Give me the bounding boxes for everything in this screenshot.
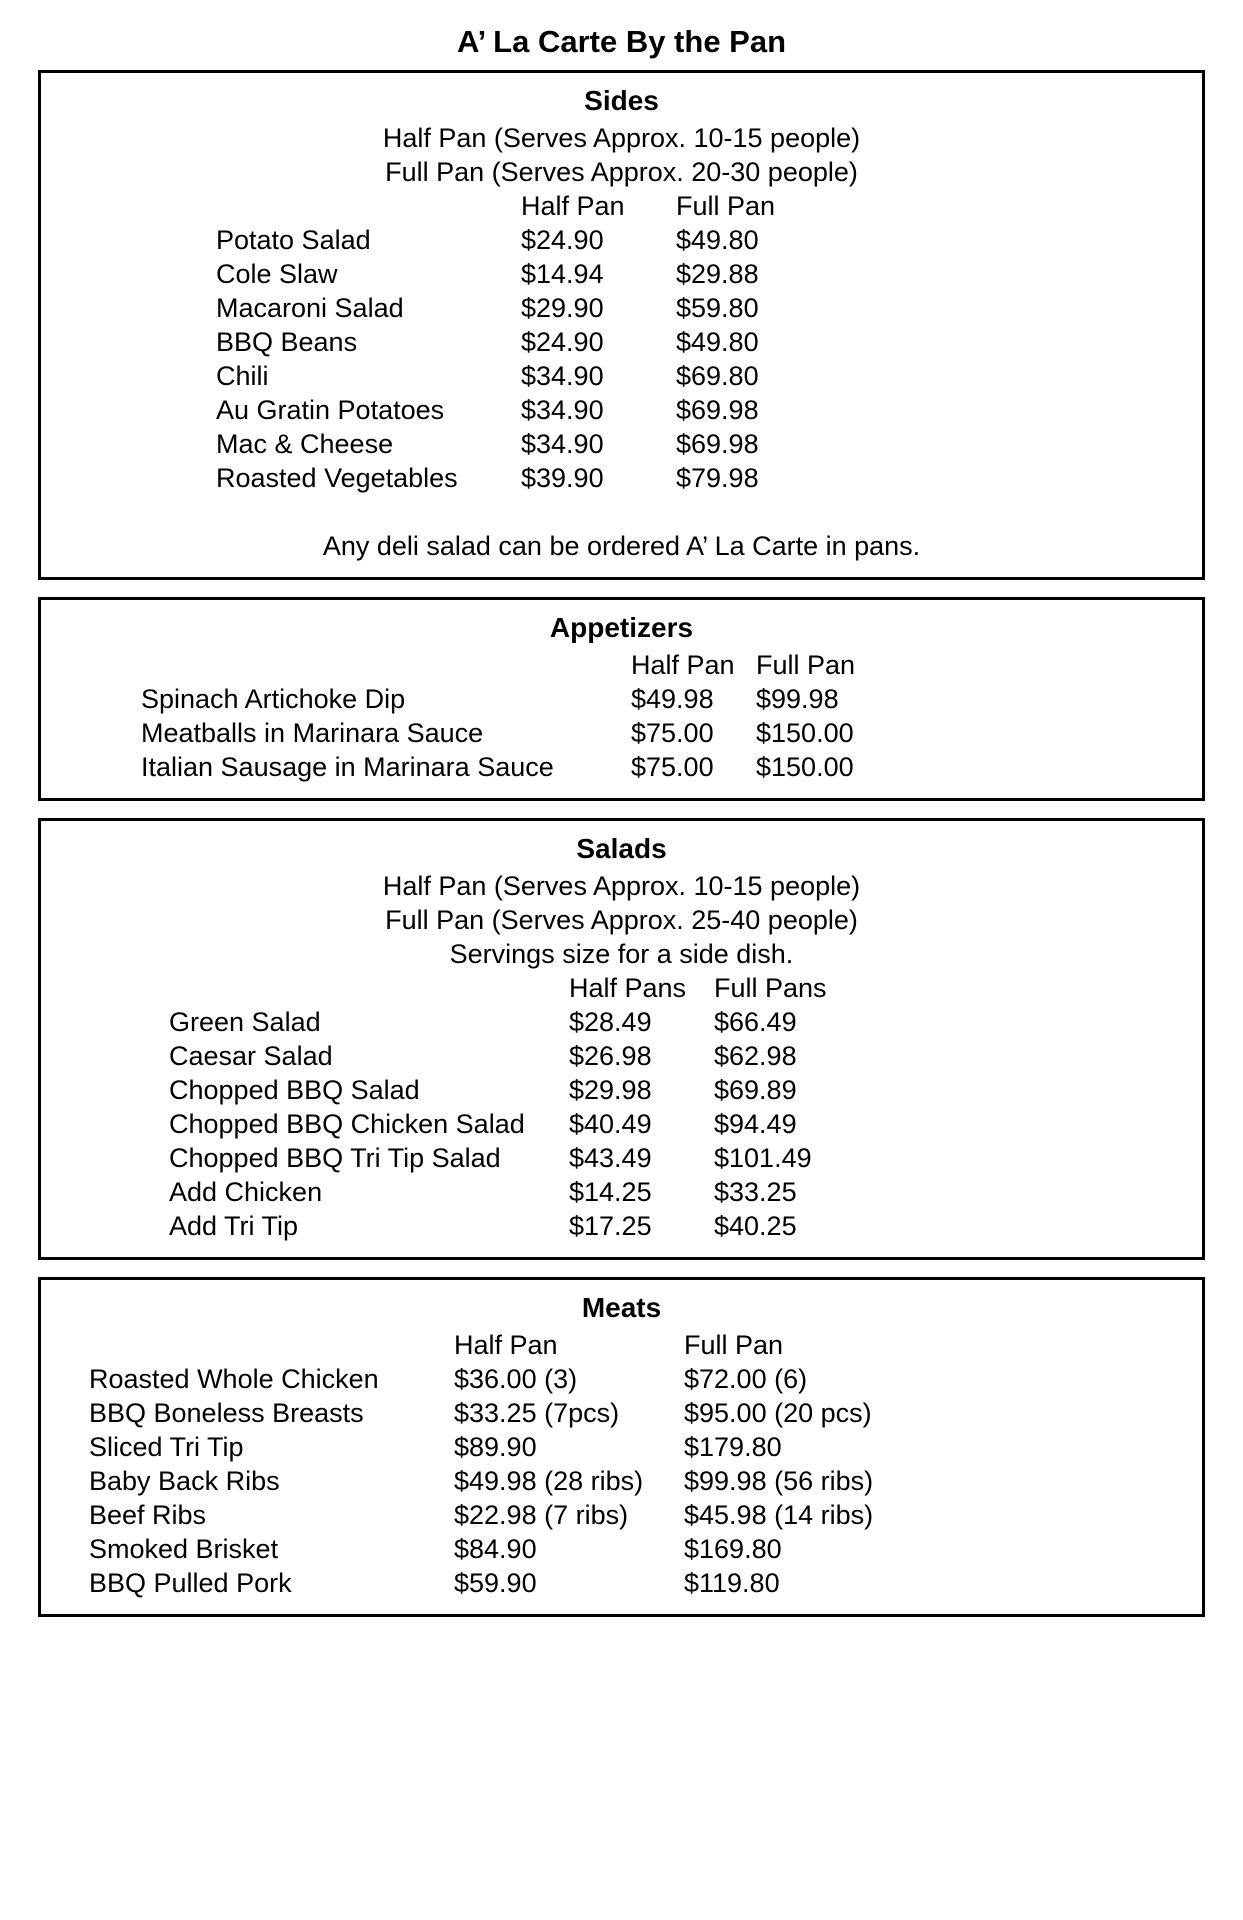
item-half-price: $28.49 <box>569 1007 652 1037</box>
item-full-price: $94.49 <box>714 1109 797 1139</box>
menu-item-row <box>41 359 1202 393</box>
item-name: Mac & Cheese <box>216 429 394 459</box>
section-title-salads: Salads <box>576 833 667 864</box>
menu-item-row <box>41 1209 1202 1243</box>
item-full-price: $150.00 <box>756 718 854 748</box>
item-full-price: $69.80 <box>676 361 759 391</box>
menu-item-row <box>41 461 1202 495</box>
item-list-meats <box>41 1362 1202 1600</box>
item-name: Au Gratin Potatoes <box>216 395 445 425</box>
item-half-price: $49.98 (28 ribs) <box>454 1466 644 1496</box>
menu-item-row <box>41 1464 1202 1498</box>
item-name: Sliced Tri Tip <box>89 1432 244 1462</box>
section-subtitle: Full Pan (Serves Approx. 20-30 people) <box>385 157 858 187</box>
section-appetizers <box>38 597 1205 801</box>
item-name: Potato Salad <box>216 225 371 255</box>
item-full-price: $66.49 <box>714 1007 797 1037</box>
menu-item-row <box>41 223 1202 257</box>
item-full-price: $179.80 <box>684 1432 782 1462</box>
menu-item-row <box>41 1532 1202 1566</box>
item-half-price: $24.90 <box>521 225 604 255</box>
item-half-price: $39.90 <box>521 463 604 493</box>
section-title-meats: Meats <box>581 1292 662 1323</box>
item-full-price: $101.49 <box>714 1143 812 1173</box>
menu-item-row <box>41 1430 1202 1464</box>
item-name: Caesar Salad <box>169 1041 333 1071</box>
item-full-price: $59.80 <box>676 293 759 323</box>
menu-item-row <box>41 1073 1202 1107</box>
item-full-price: $40.25 <box>714 1211 797 1241</box>
column-header-half-pan: Half Pan <box>631 650 735 680</box>
menu-item-row <box>41 1039 1202 1073</box>
item-half-price: $22.98 (7 ribs) <box>454 1500 629 1530</box>
item-half-price: $33.25 (7pcs) <box>454 1398 620 1428</box>
item-half-price: $14.94 <box>521 259 604 289</box>
item-full-price: $72.00 (6) <box>684 1364 808 1394</box>
item-full-price: $49.80 <box>676 327 759 357</box>
item-full-price: $69.89 <box>714 1075 797 1105</box>
item-name: BBQ Beans <box>216 327 358 357</box>
item-full-price: $169.80 <box>684 1534 782 1564</box>
item-half-price: $24.90 <box>521 327 604 357</box>
item-half-price: $17.25 <box>569 1211 652 1241</box>
section-sides <box>38 70 1205 580</box>
column-spacer <box>141 648 631 682</box>
section-subtitle: Servings size for a side dish. <box>449 939 794 969</box>
item-name: Smoked Brisket <box>89 1534 279 1564</box>
column-header-row <box>41 971 1202 1005</box>
item-name: BBQ Boneless Breasts <box>89 1398 364 1428</box>
item-half-price: $59.90 <box>454 1568 537 1598</box>
menu-item-row <box>41 427 1202 461</box>
menu-item-row <box>41 1005 1202 1039</box>
menu-item-row <box>41 1141 1202 1175</box>
section-title-appetizers: Appetizers <box>549 612 694 643</box>
item-name: BBQ Pulled Pork <box>89 1568 292 1598</box>
item-half-price: $26.98 <box>569 1041 652 1071</box>
item-full-price: $99.98 <box>756 684 839 714</box>
column-header-row <box>41 648 1202 682</box>
section-subtitle: Full Pan (Serves Approx. 25-40 people) <box>385 905 858 935</box>
item-half-price: $43.49 <box>569 1143 652 1173</box>
item-full-price: $150.00 <box>756 752 854 782</box>
menu-item-row <box>41 325 1202 359</box>
item-half-price: $29.90 <box>521 293 604 323</box>
item-name: Chopped BBQ Tri Tip Salad <box>169 1143 501 1173</box>
item-full-price: $45.98 (14 ribs) <box>684 1500 874 1530</box>
section-subtitle: Half Pan (Serves Approx. 10-15 people) <box>382 871 861 901</box>
item-full-price: $62.98 <box>714 1041 797 1071</box>
item-half-price: $75.00 <box>631 718 714 748</box>
page-title: A’ La Carte By the Pan <box>456 24 787 59</box>
menu-item-row <box>41 682 1202 716</box>
item-name: Chopped BBQ Chicken Salad <box>169 1109 525 1139</box>
section-title-sides: Sides <box>584 85 659 116</box>
item-name: Italian Sausage in Marinara Sauce <box>141 752 554 782</box>
item-name: Baby Back Ribs <box>89 1466 280 1496</box>
item-full-price: $99.98 (56 ribs) <box>684 1466 874 1496</box>
menu-item-row <box>41 1362 1202 1396</box>
item-full-price: $29.88 <box>676 259 759 289</box>
item-name: Spinach Artichoke Dip <box>141 684 406 714</box>
menu-item-row <box>41 716 1202 750</box>
item-list-sides <box>41 223 1202 495</box>
item-name: Cole Slaw <box>216 259 338 289</box>
section-meats <box>38 1277 1205 1617</box>
menu-item-row <box>41 1107 1202 1141</box>
column-header-full-pan: Full Pan <box>756 650 856 680</box>
item-half-price: $40.49 <box>569 1109 652 1139</box>
item-full-price: $119.80 <box>684 1568 780 1598</box>
column-header-half-pan: Half Pan <box>454 1330 558 1360</box>
menu-item-row <box>41 291 1202 325</box>
item-name: Chili <box>216 361 269 391</box>
item-full-price: $79.98 <box>676 463 759 493</box>
column-header-half-pan: Half Pan <box>521 191 625 221</box>
item-half-price: $89.90 <box>454 1432 537 1462</box>
item-name: Beef Ribs <box>89 1500 207 1530</box>
item-name: Meatballs in Marinara Sauce <box>141 718 484 748</box>
item-name: Add Tri Tip <box>169 1211 299 1241</box>
item-full-price: $69.98 <box>676 395 759 425</box>
item-name: Add Chicken <box>169 1177 323 1207</box>
column-header-full-pan: Full Pan <box>676 191 776 221</box>
item-half-price: $49.98 <box>631 684 714 714</box>
section-subtitle: Half Pan (Serves Approx. 10-15 people) <box>382 123 861 153</box>
item-half-price: $84.90 <box>454 1534 537 1564</box>
column-header-row <box>41 1328 1202 1362</box>
item-full-price: $95.00 (20 pcs) <box>684 1398 872 1428</box>
menu-item-row <box>41 1566 1202 1600</box>
item-half-price: $34.90 <box>521 395 604 425</box>
item-name: Roasted Whole Chicken <box>89 1364 379 1394</box>
column-header-full-pan: Full Pan <box>684 1330 784 1360</box>
item-half-price: $34.90 <box>521 361 604 391</box>
item-full-price: $69.98 <box>676 429 759 459</box>
menu-item-row <box>41 1396 1202 1430</box>
item-name: Macaroni Salad <box>216 293 404 323</box>
column-header-full-pans: Full Pans <box>714 973 827 1003</box>
item-half-price: $29.98 <box>569 1075 652 1105</box>
item-full-price: $49.80 <box>676 225 759 255</box>
menu-item-row <box>41 1498 1202 1532</box>
column-spacer <box>169 971 569 1005</box>
column-spacer <box>89 1328 454 1362</box>
item-half-price: $36.00 (3) <box>454 1364 578 1394</box>
item-half-price: $14.25 <box>569 1177 652 1207</box>
item-list-salads <box>41 1005 1202 1243</box>
column-header-half-pans: Half Pans <box>569 973 687 1003</box>
section-note: Any deli salad can be ordered A’ La Carte in pans. <box>322 531 921 561</box>
menu-item-row <box>41 393 1202 427</box>
section-salads <box>38 818 1205 1260</box>
item-name: Roasted Vegetables <box>216 463 458 493</box>
menu-item-row <box>41 257 1202 291</box>
item-half-price: $34.90 <box>521 429 604 459</box>
item-name: Chopped BBQ Salad <box>169 1075 420 1105</box>
item-full-price: $33.25 <box>714 1177 797 1207</box>
menu-item-row <box>41 1175 1202 1209</box>
column-spacer <box>216 189 521 223</box>
item-half-price: $75.00 <box>631 752 714 782</box>
menu-item-row <box>41 750 1202 784</box>
item-list-appetizers <box>41 682 1202 784</box>
item-name: Green Salad <box>169 1007 321 1037</box>
column-header-row <box>41 189 1202 223</box>
